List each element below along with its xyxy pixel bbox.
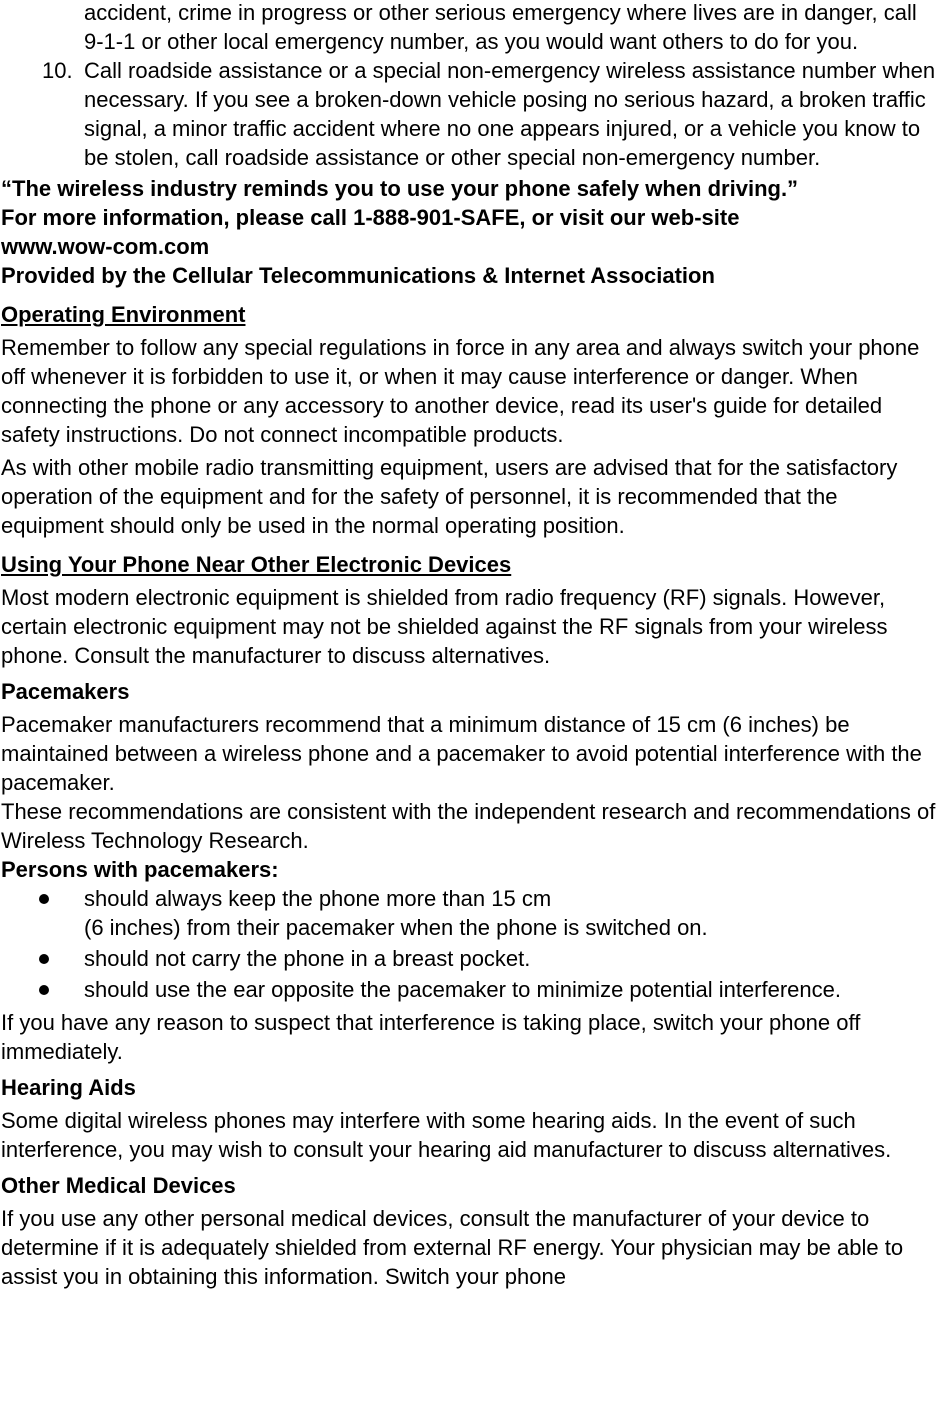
hearing-aids-para: Some digital wireless phones may interfere with some hearing aids. In the event of such interference, you may wish to consult your hearing aid manufacturer to discuss alternatives.	[1, 1108, 892, 1162]
bullet-icon	[39, 954, 49, 964]
other-medical-heading: Other Medical Devices	[1, 1173, 236, 1198]
persons-with-pacemakers-heading: Persons with pacemakers:	[1, 857, 279, 882]
operating-environment-heading: Operating Environment	[1, 302, 246, 327]
pacemakers-heading: Pacemakers	[1, 679, 130, 704]
intro-continued-text: accident, crime in progress or other serious emergency where lives are in danger, call 9-1-1 or other local emergency number, as you would want others to do for you.	[84, 0, 917, 54]
info-line: For more information, please call 1-888-901-SAFE, or visit our web-site	[1, 205, 740, 230]
hearing-aids-heading: Hearing Aids	[1, 1075, 136, 1100]
safety-reminder: “The wireless industry reminds you to use your phone safely when driving.”	[1, 176, 799, 201]
pacemakers-para-1: Pacemaker manufacturers recommend that a minimum distance of 15 cm (6 inches) be maintained between a wireless phone and a pacemaker to avoid potential interference with the pacemaker.	[1, 712, 922, 795]
other-medical-para: If you use any other personal medical devices, consult the manufacturer of your device to determine if it is adequately shielded from external RF energy. Your physician may be able to assist you in obtaining this information. Switch your phone	[1, 1206, 904, 1289]
bullet-text: should not carry the phone in a breast pocket.	[84, 946, 531, 971]
electronic-devices-heading: Using Your Phone Near Other Electronic Devices	[1, 552, 512, 577]
website-text: www.wow-com.com	[1, 234, 210, 259]
operating-environment-para-2: As with other mobile radio transmitting equipment, users are advised that for the satisfactory operation of the equipment and for the safety of personnel, it is recommended that the equipment should only be used in the normal operating position.	[1, 455, 898, 538]
list-item	[1, 944, 943, 973]
bullet-text-line-2: (6 inches) from their pacemaker when the phone is switched on.	[84, 915, 708, 940]
manual-page	[1, 0, 943, 1291]
list-item	[1, 975, 943, 1004]
pacemaker-bullet-list	[1, 884, 943, 1004]
list-item	[1, 884, 943, 942]
provided-by: Provided by the Cellular Telecommunications & Internet Association	[1, 263, 715, 288]
electronic-devices-para: Most modern electronic equipment is shielded from radio frequency (RF) signals. However, certain electronic equipment may not be shielded against the RF signals from your wireless phone. Consult the manufacturer to discuss alternatives.	[1, 585, 888, 668]
pacemakers-para-2: These recommendations are consistent with the independent research and recommendations of Wireless Technology Research.	[1, 799, 936, 853]
list-item-number: 10.	[42, 58, 73, 83]
pacemakers-closing: If you have any reason to suspect that interference is taking place, switch your phone off immediately.	[1, 1010, 861, 1064]
bullet-icon	[39, 894, 49, 904]
list-item-text: Call roadside assistance or a special non-emergency wireless assistance number when necessary. If you see a broken-down vehicle posing no serious hazard, a broken traffic signal, a minor traffic accident where no one appears injured, or a vehicle you know to be stolen, call roadside assistance or other special non-emergency number.	[84, 58, 936, 170]
operating-environment-para-1: Remember to follow any special regulations in force in any area and always switch your phone off whenever it is forbidden to use it, or when it may cause interference or danger. When connecting the phone or any accessory to another device, read its user's guide for detailed safety instructions. Do not connect incompatible products.	[1, 335, 920, 447]
bullet-text-line-1: should always keep the phone more than 15 cm	[84, 886, 552, 911]
bullet-text: should use the ear opposite the pacemaker to minimize potential interference.	[84, 977, 841, 1002]
list-item-10	[1, 56, 942, 172]
bullet-icon	[39, 985, 49, 995]
